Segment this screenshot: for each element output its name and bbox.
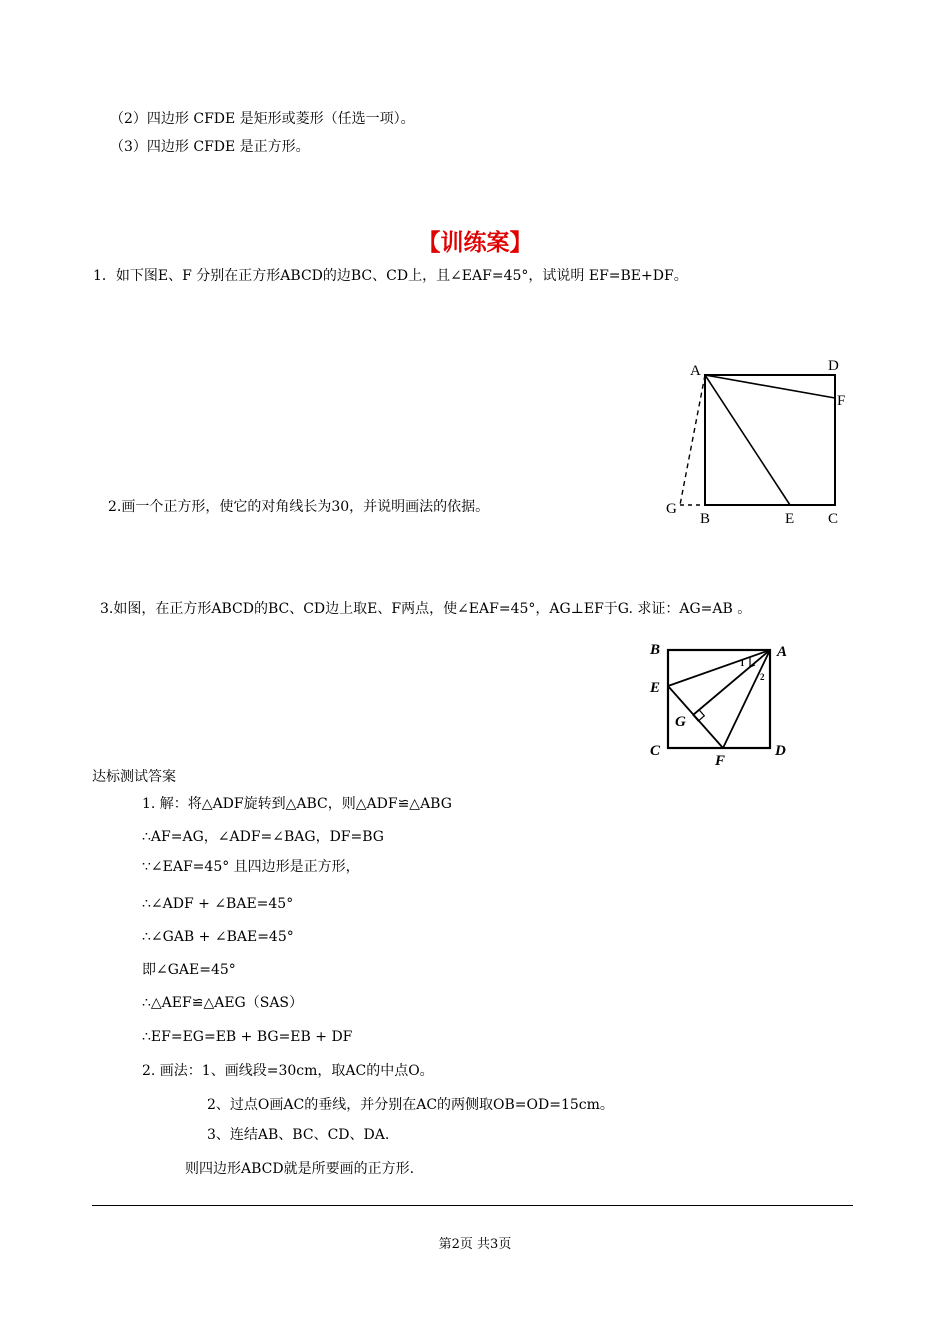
answer-1-line-6: 即∠GAE=45° (142, 962, 236, 978)
label-d: D (775, 743, 786, 759)
label-a: A (777, 644, 788, 660)
label-b: B (700, 511, 711, 527)
label-c: C (650, 743, 661, 759)
label-e: E (785, 511, 795, 527)
label-g: G (675, 714, 686, 730)
answer-2-line-4: 则四边形ABCD就是所要画的正方形. (185, 1161, 415, 1177)
answer-1-line-8: ∴EF=EG=EB + BG=EB + DF (142, 1029, 353, 1045)
segment-ag-dashed (680, 375, 705, 505)
segment-ae (705, 375, 790, 505)
figure-1-square-diagram (660, 355, 850, 530)
answers-heading: 达标测试答案 (92, 769, 176, 785)
label-f: F (715, 753, 726, 768)
answer-2-line-1: 2. 画法：1、画线段=30cm，取AC的中点O。 (142, 1063, 434, 1079)
figure-3-square-diagram (645, 638, 795, 768)
question-1: 1．如下图E、F 分别在正方形ABCD的边BC、CD上，且∠EAF=45°，试说明 EF=BE+DF。 (93, 268, 688, 284)
label-angle-2: 2 (760, 672, 765, 682)
answer-2-line-3: 3、连结AB、BC、CD、DA. (207, 1127, 390, 1143)
answer-1-line-1: 1. 解：将△ADF旋转到△ABC，则△ADF≌△ABG (142, 796, 452, 812)
item-2: （2）四边形 CFDE 是矩形或菱形（任选一项）。 (110, 111, 415, 127)
answer-2-line-2: 2、过点O画AC的垂线，并分别在AC的两侧取OB=OD=15cm。 (207, 1097, 614, 1113)
label-c: C (828, 511, 839, 527)
section-title: 【训练案】 (417, 230, 533, 256)
label-b: B (650, 642, 661, 658)
footer-divider (92, 1205, 853, 1206)
answer-1-line-3: ∵∠EAF=45° 且四边形是正方形， (142, 859, 360, 875)
label-d: D (828, 358, 839, 374)
segment-af (705, 375, 835, 398)
answer-1-line-5: ∴∠GAB + ∠BAE=45° (142, 929, 294, 945)
label-g: G (666, 501, 677, 517)
question-3: 3.如图，在正方形ABCD的BC、CD边上取E、F两点，使∠EAF=45°，AG⊥EF于G. 求证：AG=AB 。 (100, 601, 752, 617)
answer-1-line-7: ∴△AEF≌△AEG（SAS） (142, 995, 304, 1011)
segment-ag (693, 650, 770, 715)
label-a: A (690, 363, 701, 379)
answer-1-line-2: ∴AF=AG，∠ADF=∠BAG，DF=BG (142, 829, 384, 845)
label-angle-1: 1 (740, 658, 745, 668)
page-footer: 第2页 共3页 (438, 1237, 512, 1252)
question-2: 2.画一个正方形，使它的对角线长为30，并说明画法的依据。 (108, 499, 490, 515)
answer-1-line-4: ∴∠ADF + ∠BAE=45° (142, 896, 294, 912)
label-e: E (650, 680, 661, 696)
item-3: （3）四边形 CFDE 是正方形。 (110, 139, 310, 155)
label-f: F (837, 393, 846, 409)
